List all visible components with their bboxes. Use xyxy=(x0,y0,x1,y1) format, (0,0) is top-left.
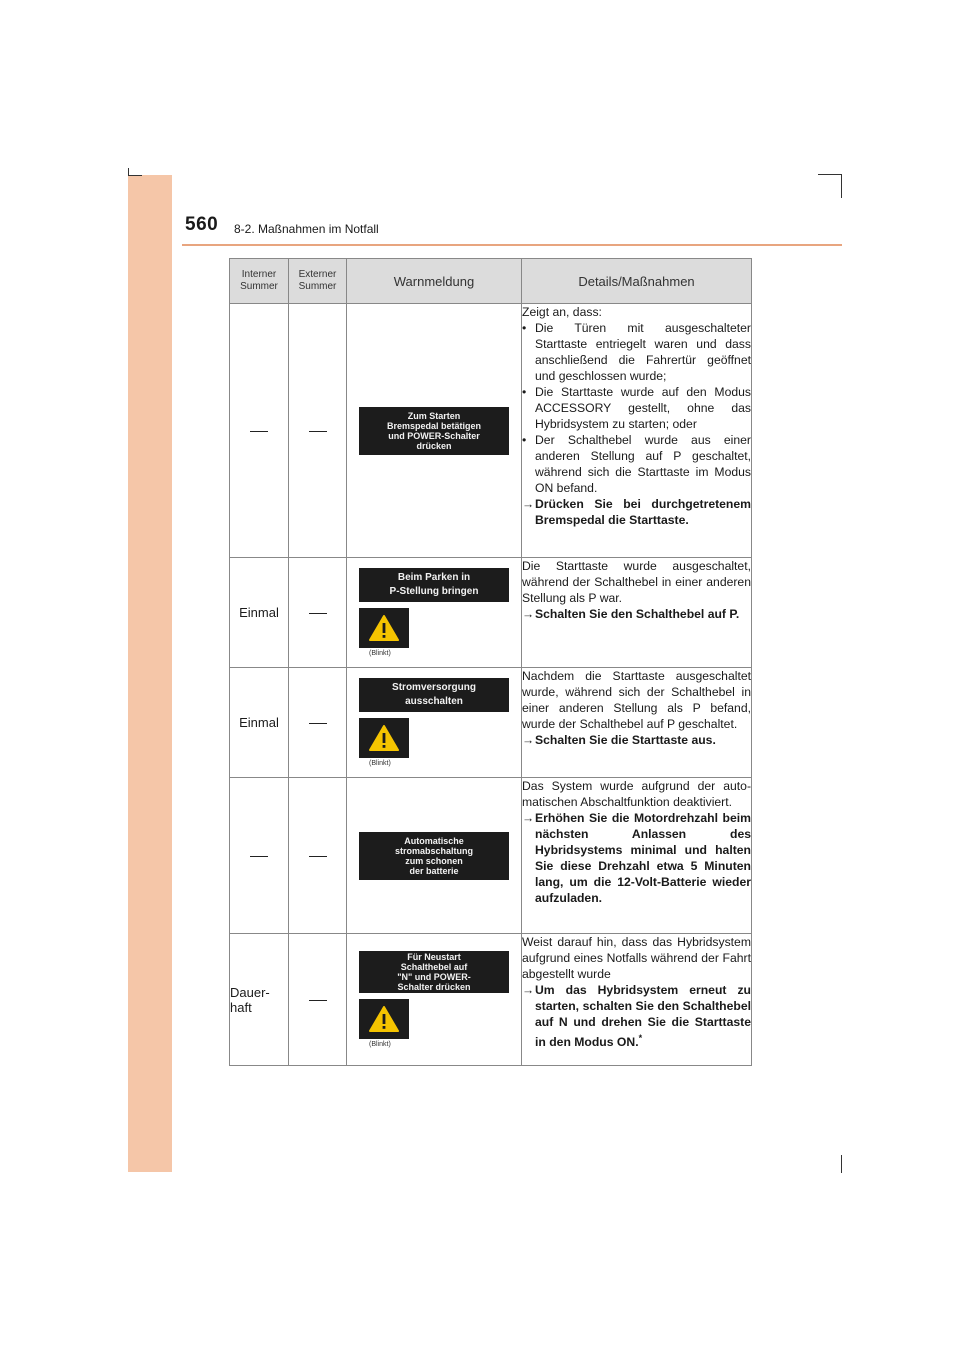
warning-triangle-icon xyxy=(359,718,409,758)
warning-display-cell xyxy=(347,304,522,558)
warning-display-cell xyxy=(347,778,522,934)
dash-none xyxy=(250,431,268,432)
warning-display: Stromversorgung ausschalten xyxy=(359,678,509,712)
details-intro: Das System wurde aufgrund der automatischen Abschaltfunktion deaktiviert. xyxy=(522,779,751,809)
crop-mark xyxy=(128,175,142,176)
details-intro: Zeigt an, dass: xyxy=(522,305,602,319)
external-buzzer-cell xyxy=(289,304,347,558)
warning-display-cell xyxy=(347,668,522,778)
details-intro: Die Starttaste wurde ausgeschaltet, während der Schalthebel in einer anderen Stellung als P war. xyxy=(522,559,751,605)
section-title: 8-2. Maßnahmen im Notfall xyxy=(234,222,379,236)
details-cell xyxy=(522,934,752,1066)
crop-mark xyxy=(841,174,842,198)
list-item: • Der Schalthebel wurde aus einer anderen Stellung auf P geschaltet, während sich die Starttaste im Modus ON befand. xyxy=(522,433,751,495)
details-intro: Weist darauf hin, dass das Hybridsystem aufgrund eines Notfalls während der Fahrt abgestellt wurde xyxy=(522,935,751,981)
external-buzzer-cell xyxy=(289,668,347,778)
list-item: • Die Türen mit ausgeschalteter Starttaste entriegelt waren und dass anschließend die Fahrertür geöffnet und geschlossen wurde; xyxy=(522,321,751,383)
internal-buzzer-cell xyxy=(230,778,289,934)
action-instruction: → Drücken Sie bei durchgetretenem Bremspedal die Starttaste. xyxy=(522,497,751,527)
crop-mark xyxy=(128,168,129,176)
table-row xyxy=(230,558,752,668)
dash-none xyxy=(309,723,327,724)
warning-display: Zum Starten Bremspedal betätigen und POWER-Schalter drücken xyxy=(359,407,509,455)
details-cell xyxy=(522,304,752,558)
blink-label: (Blinkt) xyxy=(369,760,391,767)
internal-buzzer-cell: Dauer- haft xyxy=(230,934,289,1066)
details-cell xyxy=(522,778,752,934)
blink-label: (Blinkt) xyxy=(369,650,391,657)
internal-buzzer-cell: Einmal xyxy=(230,668,289,778)
warning-display-cell xyxy=(347,934,522,1066)
crop-mark xyxy=(841,1155,842,1173)
action-instruction: → Schalten Sie die Starttaste aus. xyxy=(522,733,716,747)
warning-display: Für Neustart Schalthebel auf "N" und POWER- Schalter drücken xyxy=(359,951,509,993)
arrow-right-icon: → xyxy=(522,733,535,747)
footnote-mark: * xyxy=(638,1033,643,1043)
warning-table xyxy=(229,258,752,1066)
table-row xyxy=(230,304,752,558)
arrow-right-icon: → xyxy=(522,811,535,825)
dash-none xyxy=(309,431,327,432)
internal-buzzer-cell xyxy=(230,304,289,558)
warning-display: Beim Parken in P-Stellung bringen xyxy=(359,568,509,602)
arrow-right-icon: → xyxy=(522,497,535,511)
dash-none xyxy=(309,613,327,614)
page-number: 560 xyxy=(185,214,219,235)
header-details: Details/Maßnahmen xyxy=(522,259,752,304)
table-row xyxy=(230,934,752,1066)
header-rule xyxy=(182,244,842,246)
side-tab-strip xyxy=(128,175,172,1172)
action-instruction: → Erhöhen Sie die Motordrehzahl beim nächsten Anlassen des Hybridsystems minimal und halten Sie diese Drehzahl etwa 5 Minuten lang, um die 12-Volt-Batterie wieder aufzuladen. xyxy=(522,811,751,905)
warning-display: Automatische stromabschaltung zum schonen der batterie xyxy=(359,832,509,880)
details-cell xyxy=(522,668,752,778)
arrow-right-icon: → xyxy=(522,983,535,997)
arrow-right-icon: → xyxy=(522,607,535,621)
warning-display-cell xyxy=(347,558,522,668)
details-intro: Nachdem die Starttaste ausgeschaltet wurde, während sich der Schalthebel in einer anderen Stellung als P befand, wurde der Schalthebel auf P geschaltet. xyxy=(522,669,751,731)
dash-none xyxy=(309,1000,327,1001)
header-external-buzzer: Externer Summer xyxy=(289,259,347,304)
dash-none xyxy=(309,856,327,857)
external-buzzer-cell xyxy=(289,558,347,668)
blink-label: (Blinkt) xyxy=(369,1041,391,1048)
external-buzzer-cell xyxy=(289,934,347,1066)
table-row xyxy=(230,668,752,778)
details-cell xyxy=(522,558,752,668)
list-item: • Die Starttaste wurde auf den Modus ACCESSORY gestellt, ohne das Hybridsystem zu starten; oder xyxy=(522,385,751,431)
internal-buzzer-cell: Einmal xyxy=(230,558,289,668)
action-instruction: → Um das Hybridsystem erneut zu starten, schalten Sie den Schalthebel auf N und drehen Sie die Starttaste in den Modus ON.* xyxy=(522,983,751,1050)
dash-none xyxy=(250,856,268,857)
crop-mark xyxy=(818,174,842,175)
header-internal-buzzer: Interner Summer xyxy=(230,259,289,304)
table-header-row xyxy=(230,259,752,304)
warning-triangle-icon xyxy=(359,608,409,648)
warning-triangle-icon xyxy=(359,999,409,1039)
action-instruction: → Schalten Sie den Schalthebel auf P. xyxy=(522,607,740,621)
table-row xyxy=(230,778,752,934)
external-buzzer-cell xyxy=(289,778,347,934)
header-warning-message: Warnmeldung xyxy=(347,259,522,304)
